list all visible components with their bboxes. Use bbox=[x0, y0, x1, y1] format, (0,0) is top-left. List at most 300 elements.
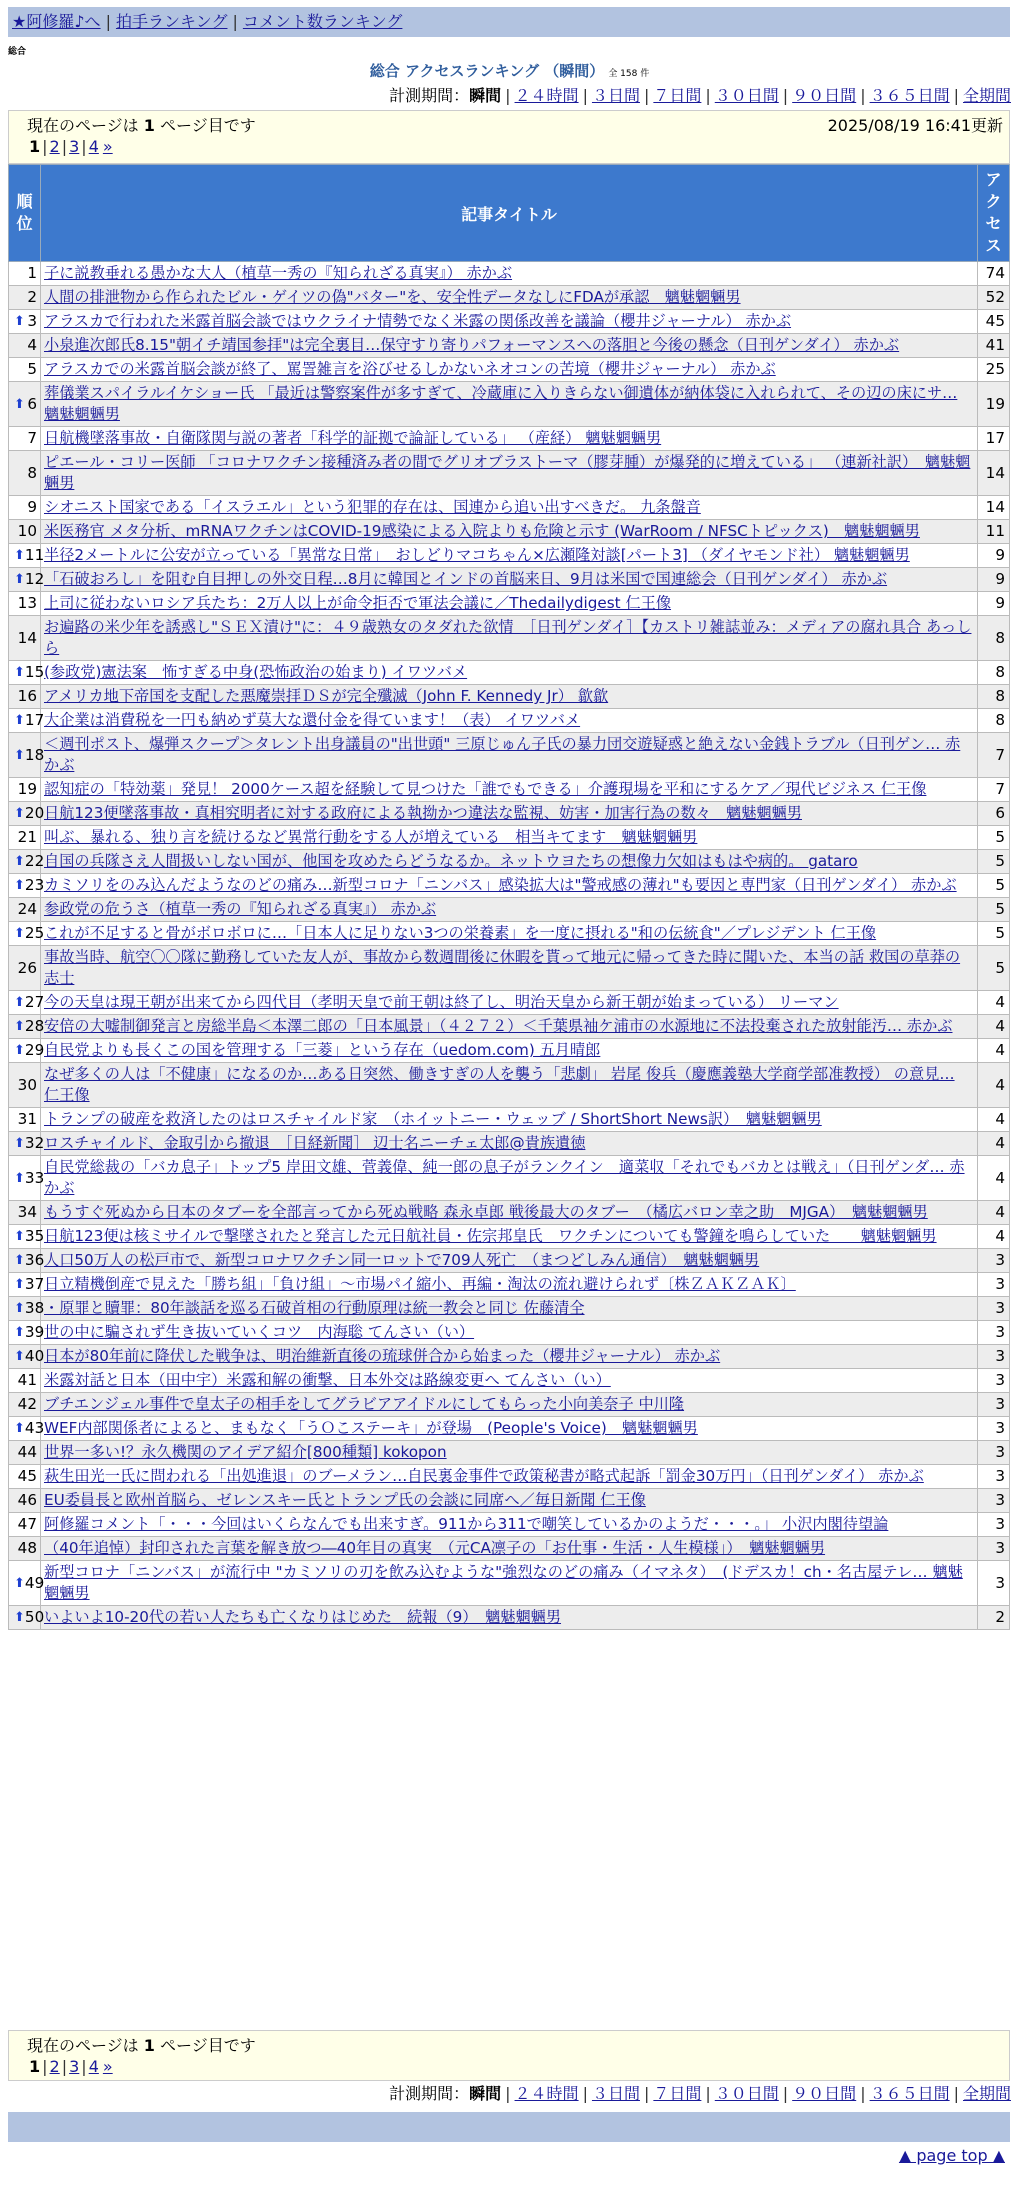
rank-cell bbox=[9, 1561, 45, 1606]
rank-number: 23 bbox=[24, 876, 45, 894]
article-title-link[interactable]: ロスチャイルド、金取引から撤退 ［日経新聞］ 辺士名ニーチェ太郎@貴族遺徳 bbox=[44, 1134, 586, 1152]
access-count: 3 bbox=[978, 1345, 1010, 1369]
rank-cell bbox=[9, 1465, 41, 1489]
title-cell bbox=[41, 334, 978, 358]
access-header: アクセス bbox=[978, 165, 1010, 262]
title-cell bbox=[41, 1132, 978, 1156]
period-option-link[interactable]: ３６５日間 bbox=[869, 2084, 950, 2103]
current-page-number: 1 bbox=[143, 2036, 155, 2055]
title-cell bbox=[41, 1156, 978, 1201]
rank-cell bbox=[9, 286, 41, 310]
rank-cell bbox=[9, 382, 41, 427]
access-count: 3 bbox=[978, 1297, 1010, 1321]
rank-cell bbox=[9, 1132, 45, 1156]
table-row bbox=[9, 922, 1010, 946]
page-suffix: ページ目です bbox=[160, 116, 256, 135]
rank-number: 48 bbox=[17, 1539, 37, 1557]
access-count: 3 bbox=[978, 1393, 1010, 1417]
rank-cell bbox=[9, 685, 41, 709]
current-page-text bbox=[27, 2035, 991, 2056]
access-count: 45 bbox=[978, 310, 1010, 334]
period-option-link[interactable]: ３日間 bbox=[591, 86, 640, 105]
rank-cell bbox=[9, 358, 41, 382]
period-separator: | bbox=[582, 86, 588, 105]
title-cell bbox=[41, 1225, 978, 1249]
access-count: 4 bbox=[978, 1156, 1010, 1201]
table-row bbox=[9, 1132, 1010, 1156]
period-option-link[interactable]: ９０日間 bbox=[792, 2084, 857, 2103]
article-title-link[interactable]: 日立精機倒産で見えた「勝ち組」「負け組」〜市場パイ縮小、再編・淘汰の流れ避けられず〔株ＺＡＫＺＡＫ〕 bbox=[44, 1275, 796, 1293]
bottom-bar bbox=[8, 2112, 1010, 2142]
comment-ranking-link[interactable]: コメント数ランキング bbox=[242, 12, 403, 31]
article-title-link[interactable]: 世界一多い!？永久機関のアイデア紹介[800種類] kokopon bbox=[44, 1443, 447, 1461]
rank-number: 39 bbox=[24, 1323, 45, 1341]
up-arrow-icon: ⬆ bbox=[14, 747, 25, 763]
rank-number: 7 bbox=[27, 429, 37, 447]
up-arrow-icon: ⬆ bbox=[14, 713, 25, 728]
title-cell bbox=[41, 544, 978, 568]
article-title-link[interactable]: 叫ぶ、暴れる、独り言を続けるなど異常行動をする人が増えている 相当キてます 魑魅魍魎男 bbox=[44, 828, 698, 846]
access-count: 8 bbox=[978, 616, 1010, 661]
page-title: 総合 アクセスランキング （瞬間） bbox=[369, 62, 605, 80]
home-link[interactable]: ★阿修羅♪へ bbox=[12, 12, 101, 31]
title-cell bbox=[41, 382, 978, 427]
table-row bbox=[9, 1537, 1010, 1561]
up-arrow-icon: ⬆ bbox=[14, 1610, 25, 1625]
article-title-link[interactable]: 萩生田光一氏に問われる「出処進退」のブーメラン…自民裏金事件で政策秘書が略式起訴「罰金30万円」（日刊ゲンダイ） 赤かぶ bbox=[44, 1467, 924, 1485]
rank-number: 4 bbox=[27, 336, 37, 354]
rank-cell bbox=[9, 310, 41, 334]
access-count: 3 bbox=[978, 1489, 1010, 1513]
table-row bbox=[9, 262, 1010, 286]
page-prefix: 現在のページは bbox=[27, 2036, 139, 2055]
next-page-link[interactable]: » bbox=[102, 137, 113, 156]
article-title-link[interactable]: 「石破おろし」を阻む自目押しの外交日程…8月に韓国とインドの首脳来日、9月は米国で国連総会（日刊ゲンダイ） 赤かぶ bbox=[44, 570, 888, 588]
rank-cell bbox=[9, 1249, 45, 1273]
table-row bbox=[9, 778, 1010, 802]
title-cell bbox=[41, 1417, 978, 1441]
period-selector bbox=[389, 86, 1011, 106]
access-count: 3 bbox=[978, 1249, 1010, 1273]
rank-cell bbox=[9, 1606, 45, 1630]
article-title-link[interactable]: 自民党総裁の「バカ息子」トップ5 岸田文雄、菅義偉、純一郎の息子がランクイン 適菜収「それでもバカとは戦え」（日刊ゲンダ… 赤かぶ bbox=[44, 1158, 965, 1197]
article-title-link[interactable]: いよいよ10-20代の若い人たちも亡くなりはじめた 続報（9） 魑魅魍魎男 bbox=[44, 1608, 562, 1626]
rank-number: 38 bbox=[24, 1299, 45, 1317]
rank-cell bbox=[9, 1369, 41, 1393]
period-option-link[interactable]: ２４時間 bbox=[514, 2084, 579, 2103]
access-count: 4 bbox=[978, 1132, 1010, 1156]
rank-cell bbox=[9, 733, 45, 778]
article-title-link[interactable]: 日航123便は核ミサイルで撃墜されたと発言した元日航社員・佐宗邦皇氏 ワクチンについても警鐘を鳴らしていた 魑魅魍魎男 bbox=[44, 1227, 937, 1245]
rank-number: 18 bbox=[24, 745, 45, 764]
up-arrow-icon: ⬆ bbox=[14, 1325, 25, 1340]
title-cell bbox=[41, 286, 978, 310]
period-selector-bottom bbox=[389, 2084, 1011, 2104]
up-arrow-icon: ⬆ bbox=[14, 995, 25, 1010]
table-row bbox=[9, 733, 1010, 778]
period-label: 計測期間： bbox=[389, 86, 470, 105]
page-link[interactable]: 3 bbox=[69, 137, 80, 156]
page-suffix: ページ目です bbox=[160, 2036, 256, 2055]
table-row bbox=[9, 358, 1010, 382]
article-title-link[interactable]: 安倍の大嘘制御発言と房総半島＜本澤二郎の「日本風景」（４２７２）＜千葉県袖ケ浦市の水源地に不法投棄された放射能汚… 赤かぶ bbox=[44, 1017, 953, 1035]
access-count: 8 bbox=[978, 661, 1010, 685]
access-count: 8 bbox=[978, 685, 1010, 709]
rank-number: 43 bbox=[24, 1419, 45, 1437]
access-count: 9 bbox=[978, 592, 1010, 616]
rank-number: 16 bbox=[17, 687, 37, 705]
table-row bbox=[9, 1201, 1010, 1225]
title-cell bbox=[41, 1561, 978, 1606]
table-row bbox=[9, 427, 1010, 451]
period-separator: | bbox=[505, 2084, 511, 2103]
period-option-link[interactable]: 全期間 bbox=[962, 2084, 1011, 2103]
article-title-link[interactable]: 人間の排泄物から作られたビル・ゲイツの偽"バター"を、安全性データなしにFDAが承認 魑魅魍魎男 bbox=[44, 288, 741, 306]
rank-cell bbox=[9, 1489, 41, 1513]
page-link[interactable]: 4 bbox=[88, 2057, 99, 2076]
rank-cell bbox=[9, 1273, 45, 1297]
rank-number: 27 bbox=[24, 993, 45, 1011]
article-title-link[interactable]: これが不足すると骨がボロボロに…「日本人に足りない3つの栄養素」を一度に摂れる"和の伝統食"／プレジデント 仁王像 bbox=[44, 924, 877, 942]
title-cell bbox=[41, 1015, 978, 1039]
up-arrow-icon: ⬆ bbox=[14, 1575, 25, 1591]
access-count: 9 bbox=[978, 544, 1010, 568]
article-title-link[interactable]: もうすぐ死ぬから日本のタブーを全部言ってから死ぬ戦略 森永卓郎 戦後最大のタブー （橘広バロン幸之助 MJGA） 魑魅魍魎男 bbox=[44, 1203, 928, 1221]
article-title-link[interactable]: 自民党よりも長くこの国を管理する「三菱」という存在（uedom.com) 五月晴郎 bbox=[44, 1041, 601, 1059]
up-arrow-icon: ⬆ bbox=[14, 396, 25, 412]
applause-ranking-link[interactable]: 拍手ランキング bbox=[115, 12, 228, 31]
next-page-link[interactable]: » bbox=[102, 2057, 113, 2076]
article-title-link[interactable]: ブチエンジェル事件で皇太子の相手をしてグラビアアイドルにしてもらった小向美奈子 中川隆 bbox=[44, 1395, 685, 1413]
article-title-link[interactable]: トランプの破産を救済したのはロスチャイルド家 （ホイットニー・ウェッブ / ShortShort News訳） 魑魅魍魎男 bbox=[44, 1110, 822, 1128]
rank-cell bbox=[9, 616, 41, 661]
rank-cell bbox=[9, 1225, 45, 1249]
title-cell bbox=[41, 1273, 978, 1297]
page-separator: | bbox=[61, 2057, 68, 2076]
article-title-link[interactable]: 葬儀業スパイラルイケショー氏 「最近は警察案件が多すぎて、冷蔵庫に入りきらない御遺体が納体袋に入れられて、その辺の床にサ… 魑魅魍魎男 bbox=[44, 384, 958, 423]
page-links bbox=[27, 2056, 991, 2077]
access-count: 5 bbox=[978, 922, 1010, 946]
article-title-link[interactable]: 日本が80年前に降伏した戦争は、明治維新直後の琉球併合から始まった（櫻井ジャーナル） 赤かぶ bbox=[44, 1347, 721, 1365]
article-title-link[interactable]: (参政党)憲法案 怖すぎる中身(恐怖政治の始まり) イワツバメ bbox=[44, 663, 468, 681]
article-title-link[interactable]: 自国の兵隊さえ人間扱いしない国が、他国を攻めたらどうなるか。ネットウヨたちの想像力欠如はもはや病的。 gataro bbox=[44, 852, 858, 870]
rank-number: 42 bbox=[17, 1395, 37, 1413]
title-cell bbox=[41, 520, 978, 544]
period-option-link[interactable]: ３０日間 bbox=[714, 86, 779, 105]
rank-number: 8 bbox=[27, 463, 37, 482]
access-count: 5 bbox=[978, 874, 1010, 898]
period-separator: | bbox=[643, 2084, 650, 2103]
article-title-link[interactable]: お遍路の米少年を誘惑し"ＳＥＸ漬け"に：４９歳熟女のタダれた欲情 ［日刊ゲンダイ］【カストリ雑誌並み：メディアの腐れ具合 あっしら bbox=[44, 618, 972, 657]
rank-cell bbox=[9, 592, 41, 616]
up-arrow-icon: ⬆ bbox=[14, 548, 25, 563]
period-option-link[interactable]: ３０日間 bbox=[714, 2084, 779, 2103]
title-cell bbox=[41, 592, 978, 616]
table-row bbox=[9, 1156, 1010, 1201]
rank-number: 20 bbox=[24, 804, 45, 822]
rank-number: 31 bbox=[17, 1110, 37, 1128]
access-count: 5 bbox=[978, 826, 1010, 850]
nav-separator: | bbox=[105, 12, 111, 31]
title-cell bbox=[41, 991, 978, 1015]
ranking-table bbox=[8, 164, 1010, 1630]
page-link[interactable]: 4 bbox=[88, 137, 99, 156]
page-link[interactable]: 2 bbox=[49, 2057, 60, 2076]
table-row bbox=[9, 709, 1010, 733]
table-row bbox=[9, 850, 1010, 874]
article-title-link[interactable]: 半径2メートルに公安が立っている「異常な日常」 おしどりマコちゃん×広瀬隆対談[パート3] （ダイヤモンド社） 魑魅魍魎男 bbox=[44, 546, 910, 564]
access-count: 41 bbox=[978, 334, 1010, 358]
table-row bbox=[9, 1417, 1010, 1441]
article-title-link[interactable]: 大企業は消費税を一円も納めず莫大な還付金を得ています！（表） イワツバメ bbox=[44, 711, 581, 729]
title-cell bbox=[41, 733, 978, 778]
title-cell bbox=[41, 685, 978, 709]
article-title-link[interactable]: 事故当時、航空〇〇隊に勤務していた友人が、事故から数週間後に休暇を貰って地元に帰ってきた時に聞いた、本当の話 救国の草莽の志士 bbox=[44, 948, 961, 987]
pagination-box-bottom bbox=[8, 2030, 1010, 2081]
title-cell bbox=[41, 427, 978, 451]
article-title-link[interactable]: 日航123便墜落事故・真相究明者に対する政府による執拗かつ違法な監視、妨害・加害行為の数々 魑魅魍魎男 bbox=[44, 804, 802, 822]
rank-number: 10 bbox=[17, 522, 37, 540]
title-cell bbox=[41, 1513, 978, 1537]
table-row bbox=[9, 1063, 1010, 1108]
article-title-link[interactable]: アラスカでの米露首脳会談が終了、罵詈雑言を浴びせるしかないネオコンの苦境（櫻井ジャーナル） 赤かぶ bbox=[44, 360, 776, 378]
period-separator: | bbox=[860, 86, 866, 105]
rank-header: 順位 bbox=[9, 165, 41, 262]
rank-number: 33 bbox=[24, 1168, 45, 1187]
rank-cell bbox=[9, 946, 41, 991]
table-row bbox=[9, 1393, 1010, 1417]
rank-cell bbox=[9, 451, 41, 496]
access-count: 8 bbox=[978, 709, 1010, 733]
article-title-link[interactable]: 米医務官 メタ分析、mRNAワクチンはCOVID-19感染による入院よりも危険と示す (WarRoom / NFSCトピックス) 魑魅魍魎男 bbox=[44, 522, 920, 540]
rank-cell bbox=[9, 1345, 45, 1369]
ranking-body bbox=[9, 262, 1010, 1630]
rank-number: 3 bbox=[27, 312, 37, 330]
period-separator: | bbox=[643, 86, 650, 105]
article-title-link[interactable]: アラスカで行われた米露首脳会談ではウクライナ情勢でなく米露の関係改善を議論（櫻井ジャーナル） 赤かぶ bbox=[44, 312, 792, 330]
title-cell bbox=[41, 1063, 978, 1108]
table-row bbox=[9, 1297, 1010, 1321]
table-row bbox=[9, 1513, 1010, 1537]
article-title-link[interactable]: アメリカ地下帝国を支配した悪魔崇拝ＤＳが完全殲滅（John F. Kennedy Jr） 歙歙 bbox=[44, 687, 609, 705]
rank-number: 30 bbox=[17, 1075, 37, 1094]
rank-number: 37 bbox=[24, 1275, 45, 1293]
access-count: 4 bbox=[978, 1225, 1010, 1249]
rank-cell bbox=[9, 709, 45, 733]
current-page-number: 1 bbox=[143, 116, 155, 135]
rank-number: 36 bbox=[24, 1251, 45, 1269]
table-row bbox=[9, 802, 1010, 826]
rank-cell bbox=[9, 1156, 45, 1201]
page-top-link[interactable]: ▲ page top ▲ bbox=[898, 2146, 1005, 2165]
article-title-link[interactable]: 参政党の危うさ（植草一秀の『知られざる真実』） 赤かぶ bbox=[44, 900, 437, 918]
period-separator: | bbox=[505, 86, 511, 105]
title-cell bbox=[41, 358, 978, 382]
rank-number: 50 bbox=[24, 1608, 45, 1626]
title-cell bbox=[41, 850, 978, 874]
rank-cell bbox=[9, 1108, 41, 1132]
article-title-link[interactable]: ＜週刊ポスト、爆弾スクープ＞タレント出身議員の"出世頭" 三原じゅん子氏の暴力団交遊疑惑と絶えない金銭トラブル（日刊ゲン… 赤かぶ bbox=[44, 735, 961, 774]
table-row bbox=[9, 496, 1010, 520]
rank-number: 15 bbox=[24, 663, 45, 681]
page-link[interactable]: 2 bbox=[49, 137, 60, 156]
access-count: 19 bbox=[978, 382, 1010, 427]
period-label: 計測期間： bbox=[389, 2084, 470, 2103]
table-row bbox=[9, 520, 1010, 544]
table-header-row bbox=[9, 165, 1010, 262]
article-title-link[interactable]: 人口50万人の松戸市で、新型コロナワクチン同一ロットで709人死亡 （まつどしみん通信） 魑魅魍魎男 bbox=[44, 1251, 760, 1269]
article-title-link[interactable]: 子に説教垂れる愚かな大人（植草一秀の『知られざる真実』） 赤かぶ bbox=[44, 264, 513, 282]
access-count: 5 bbox=[978, 850, 1010, 874]
table-row bbox=[9, 1015, 1010, 1039]
up-arrow-icon: ⬆ bbox=[14, 1349, 25, 1364]
access-count: 7 bbox=[978, 778, 1010, 802]
article-title-link[interactable]: WEF内部関係者によると、まもなく「うＯこステーキ」が登場 (People's Voice) 魑魅魍魎男 bbox=[44, 1419, 698, 1437]
page-separator: | bbox=[81, 137, 87, 156]
article-title-link[interactable]: 今の天皇は現王朝が出来てから四代目（孝明天皇で前王朝は終了し、明治天皇から新王朝が始まっている） リーマン bbox=[44, 993, 839, 1011]
rank-cell bbox=[9, 1039, 45, 1063]
table-row bbox=[9, 451, 1010, 496]
up-arrow-icon: ⬆ bbox=[14, 1019, 25, 1034]
table-row bbox=[9, 592, 1010, 616]
table-row bbox=[9, 898, 1010, 922]
rank-cell bbox=[9, 496, 41, 520]
title-cell bbox=[41, 1321, 978, 1345]
rank-cell bbox=[9, 1417, 45, 1441]
title-cell bbox=[41, 826, 978, 850]
period-option-link[interactable]: ９０日間 bbox=[792, 86, 857, 105]
rank-number: 49 bbox=[24, 1573, 45, 1592]
access-count: 3 bbox=[978, 1537, 1010, 1561]
article-title-link[interactable]: ピエール・コリー医師 「コロナワクチン接種済み者の間でグリオブラストーマ（膠芽腫）が爆発的に増えている」 （連新社訳） 魑魅魍魎男 bbox=[44, 453, 971, 492]
article-title-link[interactable]: 阿修羅コメント「・・・今回はいくらなんでも出来すぎ。911から311で嘲笑しているかのようだ・・・。」 小沢内閣待望論 bbox=[44, 1515, 889, 1533]
rank-number: 5 bbox=[27, 360, 37, 378]
article-title-link[interactable]: 新型コロナ「ニンバス」が流行中 "カミソリの刃を飲み込むような"強烈なのどの痛み（イマネタ） (ドデスカ！ch・名古屋テレ… 魑魅魍魎男 bbox=[44, 1563, 963, 1602]
rank-number: 19 bbox=[17, 780, 37, 798]
title-cell bbox=[41, 1039, 978, 1063]
table-row bbox=[9, 685, 1010, 709]
rank-number: 21 bbox=[17, 828, 37, 846]
up-arrow-icon: ⬆ bbox=[14, 1229, 25, 1244]
up-arrow-icon: ⬆ bbox=[14, 1301, 25, 1316]
page-heading bbox=[0, 60, 1019, 81]
access-count: 17 bbox=[978, 427, 1010, 451]
rank-number: 11 bbox=[24, 546, 45, 564]
rank-number: 24 bbox=[17, 900, 37, 918]
period-option-link[interactable]: ２４時間 bbox=[514, 86, 579, 105]
rank-number: 6 bbox=[27, 394, 37, 413]
article-title-link[interactable]: （40年追悼）封印された言葉を解き放つ―40年目の真実 （元CA凛子の「お仕事・生活・人生模様」） 魑魅魍魎男 bbox=[44, 1539, 826, 1557]
rank-number: 28 bbox=[24, 1017, 45, 1035]
article-title-link[interactable]: 上司に従わないロシア兵たち：2万人以上が命令拒否で軍法会議に／Thedailydigest 仁王像 bbox=[44, 594, 672, 612]
rank-number: 2 bbox=[27, 288, 37, 306]
period-separator: | bbox=[582, 2084, 588, 2103]
up-arrow-icon: ⬆ bbox=[14, 1253, 25, 1268]
article-title-link[interactable]: なぜ多くの人は「不健康」になるのか…ある日突然、働きすぎの人を襲う「悲劇」 岩尾 俊兵（慶應義塾大学商学部准教授） の意見… 仁王像 bbox=[44, 1065, 955, 1104]
rank-number: 46 bbox=[17, 1491, 37, 1509]
rank-number: 26 bbox=[17, 958, 37, 977]
access-count: 3 bbox=[978, 1441, 1010, 1465]
rank-number: 1 bbox=[27, 264, 37, 282]
table-row bbox=[9, 310, 1010, 334]
title-cell bbox=[41, 922, 978, 946]
rank-cell bbox=[9, 778, 41, 802]
article-title-link[interactable]: 世の中に騙されず生き抜いていくコツ 内海聡 てんさい（い） bbox=[44, 1323, 475, 1341]
rank-number: 35 bbox=[24, 1227, 45, 1245]
access-count: 25 bbox=[978, 358, 1010, 382]
access-count: 14 bbox=[978, 496, 1010, 520]
access-count: 74 bbox=[978, 262, 1010, 286]
table-row bbox=[9, 1465, 1010, 1489]
article-title-link[interactable]: シオニスト国家である「イスラエル」という犯罪的存在は、国連から追い出すべきだ。 九条盤音 bbox=[44, 498, 701, 516]
rank-number: 47 bbox=[17, 1515, 37, 1533]
table-row bbox=[9, 991, 1010, 1015]
article-title-link[interactable]: カミソリをのみ込んだようなのどの痛み…新型コロナ「ニンバス」感染拡大は"警戒感の薄れ"も要因と専門家（日刊ゲンダイ） 赤かぶ bbox=[44, 876, 957, 894]
period-option-link[interactable]: ７日間 bbox=[653, 86, 702, 105]
rank-cell bbox=[9, 802, 45, 826]
article-title-link[interactable]: EU委員長と欧州首脳ら、ゼレンスキー氏とトランプ氏の会談に同席へ／毎日新聞 仁王像 bbox=[44, 1491, 646, 1509]
table-row bbox=[9, 1369, 1010, 1393]
rank-cell bbox=[9, 826, 41, 850]
article-title-link[interactable]: 日航機墜落事故・自衛隊関与説の著者「科学的証拠で論証している」 （産経） 魑魅魍魎男 bbox=[44, 429, 662, 447]
table-row bbox=[9, 382, 1010, 427]
access-count: 7 bbox=[978, 733, 1010, 778]
table-row bbox=[9, 1249, 1010, 1273]
title-cell bbox=[41, 1465, 978, 1489]
period-current: 瞬間 bbox=[469, 86, 502, 105]
table-row bbox=[9, 1225, 1010, 1249]
table-row bbox=[9, 826, 1010, 850]
table-row bbox=[9, 286, 1010, 310]
title-cell bbox=[41, 709, 978, 733]
period-option-link[interactable]: ３日間 bbox=[591, 2084, 640, 2103]
access-count: 5 bbox=[978, 898, 1010, 922]
article-title-link[interactable]: 小泉進次郎氏8.15"朝イチ靖国参拝"は完全裏目…保守すり寄りパフォーマンスへの落胆と今後の懸念（日刊ゲンダイ） 赤かぶ bbox=[44, 336, 900, 354]
table-row bbox=[9, 616, 1010, 661]
access-count: 3 bbox=[978, 1561, 1010, 1606]
title-cell bbox=[41, 874, 978, 898]
rank-cell bbox=[9, 1297, 45, 1321]
article-title-link[interactable]: ・原罪と贖罪：80年談話を巡る石破首相の行動原理は統一教会と同じ 佐藤清全 bbox=[44, 1299, 585, 1317]
period-current: 瞬間 bbox=[469, 2084, 502, 2103]
title-cell bbox=[41, 1201, 978, 1225]
rank-cell bbox=[9, 1015, 45, 1039]
rank-number: 9 bbox=[27, 498, 37, 516]
period-option-link[interactable]: ３６５日間 bbox=[869, 86, 950, 105]
period-option-link[interactable]: ７日間 bbox=[653, 2084, 702, 2103]
article-title-link[interactable]: 認知症の「特効薬」発見！ 2000ケース超を経験して見つけた「誰でもできる」介護現場を平和にするケア／現代ビジネス 仁王像 bbox=[44, 780, 927, 798]
table-row bbox=[9, 1606, 1010, 1630]
rank-number: 41 bbox=[17, 1371, 37, 1389]
title-cell bbox=[41, 616, 978, 661]
rank-number: 44 bbox=[17, 1443, 37, 1461]
page-separator: | bbox=[42, 137, 48, 156]
article-title-link[interactable]: 米露対話と日本（田中宇）米露和解の衝撃、日本外交は路線変更へ てんさい（い） bbox=[44, 1371, 611, 1389]
rank-number: 32 bbox=[24, 1134, 45, 1152]
page-link[interactable]: 3 bbox=[69, 2057, 80, 2076]
rank-cell bbox=[9, 991, 45, 1015]
up-arrow-icon: ⬆ bbox=[14, 854, 25, 869]
rank-cell bbox=[9, 1063, 41, 1108]
up-arrow-icon: ⬆ bbox=[14, 878, 25, 893]
table-row bbox=[9, 1321, 1010, 1345]
period-separator: | bbox=[782, 2084, 789, 2103]
title-cell bbox=[41, 1345, 978, 1369]
page-current: 1 bbox=[29, 2057, 41, 2076]
period-option-link[interactable]: 全期間 bbox=[962, 86, 1011, 105]
access-count: 4 bbox=[978, 1015, 1010, 1039]
rank-cell bbox=[9, 334, 41, 358]
